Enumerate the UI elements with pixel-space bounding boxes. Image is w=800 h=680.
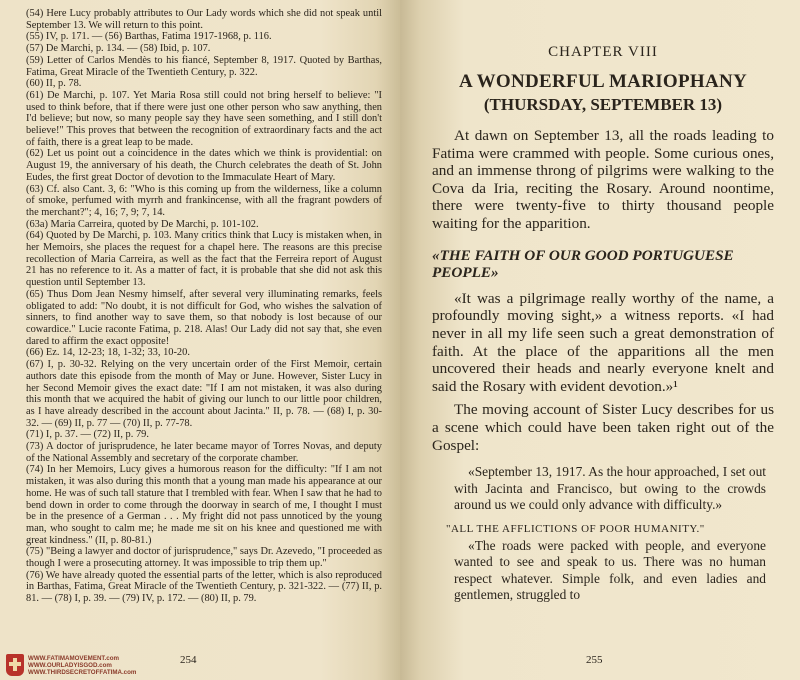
watermark-urls xyxy=(28,655,136,676)
chapter-date: (THURSDAY, SEPTEMBER 13) xyxy=(483,95,723,114)
footnote: (64) Quoted by De Marchi, p. 103. Many critics think that Lucy is mistaken when, in her Memoirs, she places the request for a chapel here. The reasons are this precise recollection of Maria Carreira, as well as the fact that the Ferreira report of August 21 has no reference to it. As a matter of fact, it is probable that she did not ask this question until September 13. xyxy=(26,230,382,289)
footnote: (76) We have already quoted the essential parts of the letter, which is also reproduced in Barthas, Fatima, Great Miracle of the Twentieth Century, p. 321-322. — (77) II, p. 81. — (78) I, p. 39. — (79) IV, p. 172. — (80) II, p. 79. xyxy=(26,569,382,605)
footnote: (60) II, p. 78. xyxy=(26,78,82,90)
footnote: (67) I, p. 30-32. Relying on the very uncertain order of the First Memoir, certain authors date this episode from the month of May or June. However, Sister Lucy in her Second Memoir gives the exact date: "If I am not mistaken, it was also during this month that we acquired the habit of giving our lunch to our little poor children, as I have already described in the account about Jacinta." II, p. 78. — (68) I, p. 30-32. — (69) II, p. 77 — (70) II, p. 77-78. xyxy=(26,359,382,429)
paragraph: At dawn on September 13, all the roads leading to Fatima were crammed with people. Some curious ones, and an immense throng of pilgrims were walking to the Cova da Iria, reciting the Rosary. Around noontime, there were twenty-five to thirty thousand people waiting for the apparition. xyxy=(432,127,774,232)
paragraph: The moving account of Sister Lucy describes for us a scene which could have been taken right out of the Gospel: xyxy=(432,401,774,454)
block-quote: «The roads were packed with people, and everyone wanted to see and speak to us. There was no human respect whatever. Simple folk, and even ladies and gentlemen, struggled to xyxy=(454,537,766,602)
watermark-url[interactable]: WWW.OURLADYISGOD.com xyxy=(28,662,112,669)
footnote: (63a) Maria Carreira, quoted by De Marchi, p. 101-102. xyxy=(26,218,259,230)
footnote: (55) IV, p. 171. — (56) Barthas, Fatima 1917-1968, p. 116. xyxy=(26,31,272,43)
footnote: (54) Here Lucy probably attributes to Our Lady words which she did not speak until September 13. We will return to this point. xyxy=(26,8,382,31)
right-page xyxy=(400,0,800,680)
footnote: (74) In her Memoirs, Lucy gives a humorous reason for the difficulty: "If I am not mistaken, it was also during this month that a young man made his appearance at our home. He was of such tall stature that I trembled with fear. When I saw that he had to bend down in order to come through the doorway in search of me, I thought I must be in the presence of a German . . . My fright did not pass unnoticed by the young man, who sought to calm me; he made me sit on his knee and questioned me with great kindness." (II, p. 80-81.) xyxy=(26,464,382,546)
footnote: (75) "Being a lawyer and doctor of jurisprudence," says Dr. Azevedo, "I proceeded as though I were a prosecuting attorney. It was impossible to trip them up." xyxy=(26,546,382,570)
cross-seal-icon xyxy=(6,654,24,676)
footnote: (62) Let us point out a coincidence in the dates which we think is providential: on August 19, the anniversary of his death, the Church celebrates the death of St. John Eudes, the first great Doctor of devotion to the Immaculate Heart of Mary. xyxy=(26,148,382,183)
footnote: (73) A doctor of jurisprudence, he later became mayor of Torres Novas, and deputy of the National Assembly and secretary of the corporate chamber. xyxy=(26,441,382,464)
footnote: (66) Ez. 14, 12-23; 18, 1-32; 33, 10-20. xyxy=(26,347,190,359)
footnote: (59) Letter of Carlos Mendès to his fiancé, September 8, 1917. Quoted by Barthas, Fatima, Great Miracle of the Twentieth Century, p. 322. xyxy=(26,54,382,78)
quote-heading: "ALL THE AFFLICTIONS OF POOR HUMANITY." xyxy=(446,523,705,536)
page-number-right: 255 xyxy=(586,654,603,666)
section-heading: «THE FAITH OF OUR GOOD PORTUGUESE PEOPLE» xyxy=(432,246,734,282)
footnote: (63) Cf. also Cant. 3, 6: "Who is this coming up from the wilderness, like a column of smoke, perfumed with myrrh and frankincense, with all the fragrant powders of the merchant?"; 4, 16; 7, 9; 7, 14. xyxy=(26,183,382,218)
chapter-title: A WONDERFUL MARIOPHANY xyxy=(458,71,748,92)
chapter-heading: CHAPTER VIII xyxy=(548,44,658,60)
footnotes xyxy=(26,8,382,605)
footnote: (61) De Marchi, p. 107. Yet Maria Rosa still could not bring herself to believe: "I used to think before, that if there were just one other person who saw anything, then I'd believe; but now, so many people say they have seen something, and I still don't believe!" This proves that between the recognition of extraordinary facts and the act of faith, there is a great leap to be made. xyxy=(26,89,382,148)
page-number-left: 254 xyxy=(180,654,197,666)
block-quote: «September 13, 1917. As the hour approached, I set out with Jacinta and Francisco, but owing to the crowds around us we could only advance with difficulty.» xyxy=(454,464,766,512)
paragraph: «It was a pilgrimage really worthy of the name, a profoundly moving sight,» a witness reports. «I had never in all my life seen such a great demonstration of faith. At the place of the apparitions all the men uncovered their heads and nearly everyone knelt and said the Rosary with evident devotion.»¹ xyxy=(432,289,774,395)
watermark-url[interactable]: WWW.FATIMAMOVEMENT.com xyxy=(28,655,119,662)
watermark xyxy=(6,654,136,676)
footnote: (57) De Marchi, p. 134. — (58) Ibid, p. 107. xyxy=(26,43,211,55)
watermark-url[interactable]: WWW.THIRDSECRETOFFATIMA.com xyxy=(28,669,137,676)
footnote: (65) Thus Dom Jean Nesmy himself, after several very illuminating remarks, feels obligated to add: "No doubt, it is not difficult for God, who wishes the salvation of sinners, to find another way to save them, so that nobody is lost because of our cowardice." Lucie raconte Fatima, p. 218. Alas! Our Lady did not say that, she even dared to affirm the exact opposite! xyxy=(26,288,382,347)
footnote: (71) I, p. 37. — (72) II, p. 79. xyxy=(26,429,149,441)
